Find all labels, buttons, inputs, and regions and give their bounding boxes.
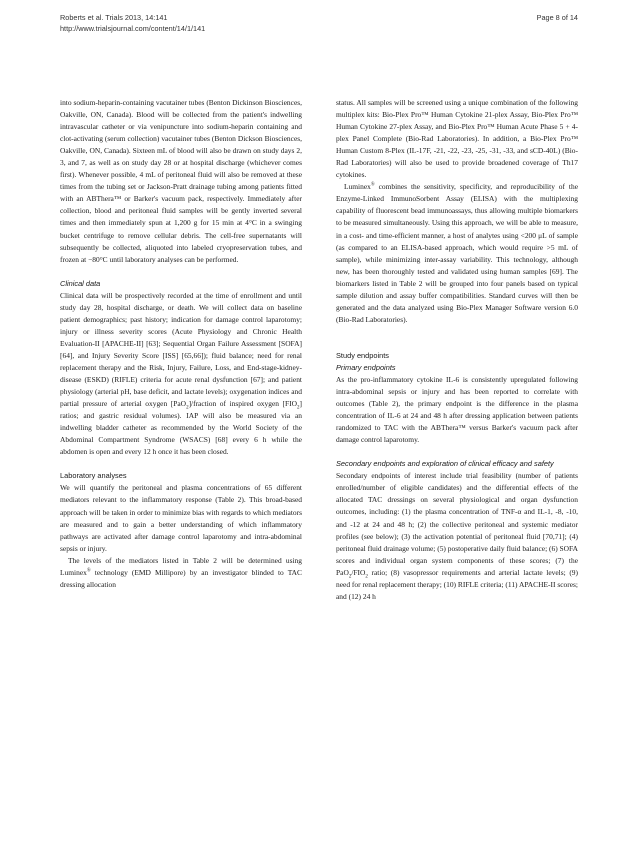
citation-line: Roberts et al. Trials 2013, 14:141 <box>60 13 168 22</box>
paragraph: We will quantify the peritoneal and plasma concentrations of 65 different mediators relevant to the inflammatory response (Table 2). This broad-based approach will be taken in order to minimize bias with regards to which mediators are measured and to gain a better understanding of which inflammatory pathways are activated after damage control laparotomy and intra-abdominal sepsis or injury. <box>60 483 302 553</box>
section-heading-laboratory-analyses: Laboratory analyses <box>60 471 127 481</box>
paragraph: status. All samples will be screened using a unique combination of the following multiplex kits: Bio-Plex Pro™ Human Cytokine 21-plex Assay, Bio-Plex Pro™ Human Cytokine 27-plex Assay, and Bio-Plex Pro™ Human Acute Phase 5 + 4-plex Panel Complete (Bio-Rad Laboratories). In addition, a Bio-Plex Pro™ Human Custom 8-Plex (IL-17F, -21, -22, -23, -25, -31, -33, and sCD-40L) (Bio-Rad Laboratories) will also be used to provide broadened coverage of Th17 cytokines. <box>336 98 578 180</box>
section-heading-study-endpoints: Study endpoints <box>336 350 390 360</box>
right-column <box>336 97 578 603</box>
subsection-heading-secondary-endpoints: Secondary endpoints and exploration of clinical efficacy and safety <box>336 459 554 469</box>
subsection-heading-primary-endpoints: Primary endpoints <box>336 362 396 372</box>
running-header <box>60 12 205 34</box>
article-url[interactable]: http://www.trialsjournal.com/content/14/1/141 <box>60 24 206 33</box>
paragraph: into sodium-heparin-containing vacutainer tubes (Benton Dickinson Biosciences, Oakville, ON, Canada). Blood will be collected from the patient's indwelling intravascular catheter or via venipuncture into sodium-heparin containing and clot-activating (serum collection) vacutainer tubes (Benton Dickson Biosciences, Oakville, ON, Canada). Sixteen mL of blood will also be drawn on study days 2, 3, and 7, as well as on study day 28 or at hospital discharge (whichever comes first). Whenever possible, 4 mL of peritoneal fluid will also be removed at these times from the tubing set or Jackson-Pratt drainage tubing among patients fitted with an ABThera™ or Barker's vacuum pack, respectively. Immediately after collection, blood and peritoneal fluid samples will be gently inverted several times and then immediately spun at 1,200 g for 15 min at 4°C in a swinging bucket centrifuge to remove cellular debris. The cell-free supernatants will subsequently be collected, aliquoted into labeled cryopreservation tubes, and frozen at −80°C until laboratory analyses can be performed. <box>60 98 302 264</box>
paragraph: Luminex® combines the sensitivity, specificity, and reproducibility of the Enzyme-Linked ImmunoSorbent Assay (ELISA) with the multiplexing capability of fluorescent bead immunoassays, thus allowing multiple biomarkers to be measured simultaneously. Using this approach, we will be able to measure, in a cost- and time-efficient manner, a host of analytes using <200 μL of sample (as compared to an ELISA-based approach, which would require >5 mL of sample), while minimizing inter-assay variability. This technology, although new, has been thoroughly tested and validated using human samples [69]. The biomarkers listed in Table 2 will be grouped into four panels based on typical sample dilution and assay buffer compatibilities. Standard curves will then be generated and the data analyzed using Bio-Plex Manager Software version 6.0 (Bio-Rad Laboratories). <box>336 182 578 324</box>
section-heading-clinical-data: Clinical data <box>60 278 101 288</box>
page-number: Page 8 of 14 <box>536 13 578 22</box>
left-column <box>60 97 302 591</box>
paragraph: The levels of the mediators listed in Table 2 will be determined using Luminex® technology (EMD Millipore) by an investigator blinded to TAC dressing allocation <box>60 555 302 589</box>
paragraph: Secondary endpoints of interest include trial feasibility (number of patients enrolled/number of eligible candidates) and the differential effects of the allocated TAC dressings on several physiological and organ dysfunction outcomes, including: (1) the plasma concentration of TNF-α and IL-1, -8, -10, and -12 at 24 and 48 h; (2) the collective peritoneal and systemic mediator profiles (see below); (3) the activation potential of peritoneal fluid [70,71]; (4) peritoneal fluid drainage volume; (5) postoperative daily fluid balance; (6) SOFA scores and individual organ system components of these scores; (7) the $PaO_2/FIO_2$ ratio; (8) vasopressor requirements and arterial lactate levels; (9) need for renal replacement therapy; (10) RIFLE criteria; (11) APACHE-II scores; and (12) 24 h <box>336 471 578 601</box>
paragraph: As the pro-inflammatory cytokine IL-6 is consistently upregulated following intra-abdominal sepsis or injury and has been reported to correlate with outcomes (Table 2), the primary endpoint is the difference in the plasma concentration of IL-6 at 24 and 48 h after dressing application between patients randomized to TAC with the ABThera™ versus Barker's vacuum pack after damage control laparotomy. <box>336 374 578 445</box>
paragraph: Clinical data will be prospectively recorded at the time of enrollment and until study day 28, hospital discharge, or death. We will collect data on baseline patient demographics; past history; indication for damage control laparotomy; injury or illness severity scores (Acute Physiology and Chronic Health Evaluation-II [APACHE-II] [63]; Sequential Organ Failure Assessment [SOFA] [64], and Injury Severity Score [ISS] [65,66]); fluid balance; need for renal replacement therapy and the Risk, Injury, Failure, Loss, and End-stage-kidney-disease (ESKD) (RIFLE) criteria for acute renal dysfunction [67]; and patient physiology (arterial pH, base deficit, and lactate levels); oxygenation indices and partial pressure of arterial oxygen [PaO$_2$]/fraction of inspired oxygen $[FIO_2]$ ratios; and gastric residual volumes). IAP will also be measured via an indwelling bladder catheter as recommended by the World Society of the Abdominal Compartment Syndrome (WSACS) [68] every 6 h while the abdomen is open and every 12 h once it has been closed. <box>60 290 302 457</box>
